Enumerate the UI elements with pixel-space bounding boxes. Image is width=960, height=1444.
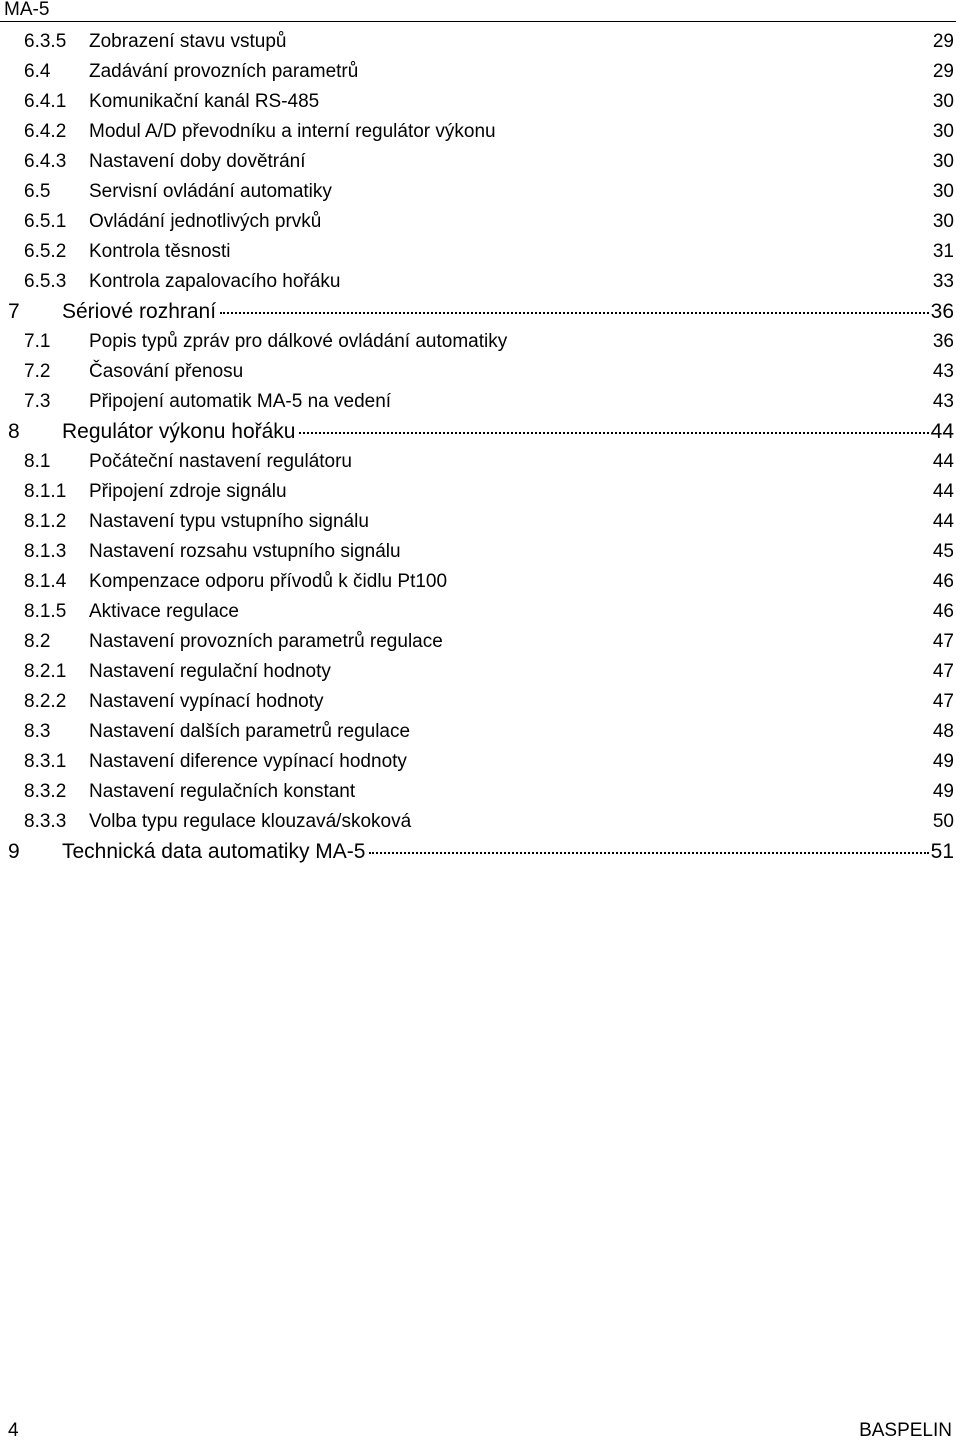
- toc-entry-number: 8.3.3: [24, 811, 67, 832]
- footer-company: BASPELIN: [859, 1420, 952, 1441]
- toc-entry-page: 50: [932, 811, 954, 832]
- toc-entry-page: 36: [932, 331, 954, 352]
- footer-page-number: 4: [8, 1420, 19, 1441]
- toc-entry-title: Aktivace regulace: [89, 601, 239, 622]
- toc-entry-page: 43: [932, 391, 954, 412]
- toc-entry-title: Technická data automatiky MA-5: [62, 840, 366, 863]
- toc-entry-number: 8.1.1: [24, 481, 67, 502]
- toc-entry-page: 30: [932, 121, 954, 142]
- toc-entry[interactable]: [0, 747, 960, 777]
- toc-entry[interactable]: [0, 237, 960, 267]
- toc-entry-number: 8.1.3: [24, 541, 67, 562]
- toc-entry-title: Nastavení diference vypínací hodnoty: [89, 751, 407, 772]
- toc-entry-number: 8.2: [24, 631, 51, 652]
- toc-entry-page: 29: [932, 31, 954, 52]
- toc-dot-leader: [299, 432, 929, 434]
- toc-entry[interactable]: [0, 567, 960, 597]
- toc-entry-number: 8.3: [24, 721, 51, 742]
- toc-dot-leader: [369, 852, 929, 854]
- toc-chapter-entry[interactable]: [0, 417, 960, 447]
- toc-entry-page: 31: [932, 241, 954, 262]
- toc-entry[interactable]: [0, 27, 960, 57]
- toc-entry-title: Regulátor výkonu hořáku: [62, 420, 296, 443]
- toc-entry-number: 6.5: [24, 181, 51, 202]
- toc-entry-number: 6.5.2: [24, 241, 67, 262]
- toc-dot-leader: [220, 312, 929, 314]
- toc-entry-page: 47: [932, 661, 954, 682]
- toc-entry-page: 44: [932, 481, 954, 502]
- toc-entry[interactable]: [0, 537, 960, 567]
- toc-entry-title: Servisní ovládání automatiky: [89, 181, 332, 202]
- toc-entry-page: 30: [932, 181, 954, 202]
- toc-entry[interactable]: [0, 327, 960, 357]
- toc-entry-page: 45: [932, 541, 954, 562]
- toc-entry-title: Modul A/D převodníku a interní regulátor výkonu: [89, 121, 496, 142]
- toc-entry-title: Kompenzace odporu přívodů k čidlu Pt100: [89, 571, 448, 592]
- toc-entry[interactable]: [0, 597, 960, 627]
- toc-entry[interactable]: [0, 717, 960, 747]
- toc-entry-page: 48: [932, 721, 954, 742]
- toc-entry-title: Kontrola těsnosti: [89, 241, 231, 262]
- toc-entry[interactable]: [0, 267, 960, 297]
- toc-entry-number: 8.1.2: [24, 511, 67, 532]
- toc-entry-number: 8.1.5: [24, 601, 67, 622]
- toc-entry-number: 7: [8, 300, 20, 323]
- toc-entry-title: Kontrola zapalovacího hořáku: [89, 271, 341, 292]
- toc-entry-title: Nastavení vypínací hodnoty: [89, 691, 324, 712]
- toc-entry-page: 47: [932, 691, 954, 712]
- toc-entry[interactable]: [0, 477, 960, 507]
- toc-entry-title: Nastavení dalších parametrů regulace: [89, 721, 411, 742]
- toc-entry-number: 6.4.2: [24, 121, 67, 142]
- toc-entry-title: Zobrazení stavu vstupů: [89, 31, 287, 52]
- toc-entry[interactable]: [0, 657, 960, 687]
- toc-entry-number: 6.4.1: [24, 91, 67, 112]
- toc-entry-title: Připojení automatik MA-5 na vedení: [89, 391, 392, 412]
- toc-entry-title: Připojení zdroje signálu: [89, 481, 287, 502]
- toc-entry-number: 7.1: [24, 331, 51, 352]
- toc-entry-page: 44: [932, 511, 954, 532]
- toc-entry-number: 6.4: [24, 61, 51, 82]
- toc-entry-title: Nastavení regulační hodnoty: [89, 661, 331, 682]
- toc-entry[interactable]: [0, 57, 960, 87]
- toc-entry-title: Nastavení regulačních konstant: [89, 781, 356, 802]
- header-rule: [0, 21, 956, 22]
- toc-entry-title: Nastavení typu vstupního signálu: [89, 511, 369, 532]
- toc-entry-number: 8.2.1: [24, 661, 67, 682]
- toc-entry-title: Nastavení provozních parametrů regulace: [89, 631, 443, 652]
- toc-entry-page: 47: [932, 631, 954, 652]
- toc-entry-title: Komunikační kanál RS-485: [89, 91, 320, 112]
- toc-entry-title: Nastavení rozsahu vstupního signálu: [89, 541, 401, 562]
- toc-entry-number: 6.4.3: [24, 151, 67, 172]
- toc-entry[interactable]: [0, 507, 960, 537]
- toc-entry-page: 29: [932, 61, 954, 82]
- toc-entry-page: 30: [932, 151, 954, 172]
- toc-entry-number: 8.3.2: [24, 781, 67, 802]
- toc-chapter-entry[interactable]: [0, 297, 960, 327]
- toc-entry-title: Popis typů zpráv pro dálkové ovládání automatiky: [89, 331, 508, 352]
- toc-entry-title: Zadávání provozních parametrů: [89, 61, 359, 82]
- toc-entry[interactable]: [0, 207, 960, 237]
- toc-entry-number: 8: [8, 420, 20, 443]
- toc-entry[interactable]: [0, 807, 960, 837]
- toc-entry[interactable]: [0, 777, 960, 807]
- toc-entry-page: 30: [932, 211, 954, 232]
- toc-entry-page: 49: [932, 751, 954, 772]
- toc-entry-page: 36: [930, 300, 954, 323]
- toc-entry-title: Časování přenosu: [89, 361, 244, 382]
- toc-entry[interactable]: [0, 147, 960, 177]
- toc-entry-page: 30: [932, 91, 954, 112]
- toc-entry-number: 8.1.4: [24, 571, 67, 592]
- toc-entry[interactable]: [0, 387, 960, 417]
- toc-chapter-entry[interactable]: [0, 837, 960, 867]
- toc-entry-number: 6.5.3: [24, 271, 67, 292]
- header-title: MA-5: [4, 0, 50, 20]
- toc-entry-number: 8.1: [24, 451, 51, 472]
- toc-entry-page: 33: [932, 271, 954, 292]
- toc-entry-number: 6.5.1: [24, 211, 67, 232]
- toc-entry-title: Volba typu regulace klouzavá/skoková: [89, 811, 412, 832]
- toc-entry[interactable]: [0, 447, 960, 477]
- toc-entry-number: 7.2: [24, 361, 51, 382]
- toc-entry-number: 8.2.2: [24, 691, 67, 712]
- toc-entry-page: 43: [932, 361, 954, 382]
- toc-entry-page: 44: [930, 420, 954, 443]
- toc-entry[interactable]: [0, 87, 960, 117]
- toc-entry-page: 49: [932, 781, 954, 802]
- toc-entry[interactable]: [0, 357, 960, 387]
- toc-entry-title: Ovládání jednotlivých prvků: [89, 211, 322, 232]
- toc-entry-page: 51: [930, 840, 954, 863]
- toc-entry-title: Sériové rozhraní: [62, 300, 217, 323]
- toc-entry-page: 46: [932, 601, 954, 622]
- toc-entry-number: 9: [8, 840, 20, 863]
- page-header: [0, 0, 960, 22]
- toc-entry-number: 8.3.1: [24, 751, 67, 772]
- toc-entry[interactable]: [0, 117, 960, 147]
- toc-entry-number: 7.3: [24, 391, 51, 412]
- toc-entry-title: Nastavení doby dovětrání: [89, 151, 306, 172]
- toc-entry-title: Počáteční nastavení regulátoru: [89, 451, 353, 472]
- toc-entry[interactable]: [0, 627, 960, 657]
- toc-entry-number: 6.3.5: [24, 31, 67, 52]
- toc-entry-page: 46: [932, 571, 954, 592]
- toc-entry-page: 44: [932, 451, 954, 472]
- toc-entry[interactable]: [0, 687, 960, 717]
- toc-entry[interactable]: [0, 177, 960, 207]
